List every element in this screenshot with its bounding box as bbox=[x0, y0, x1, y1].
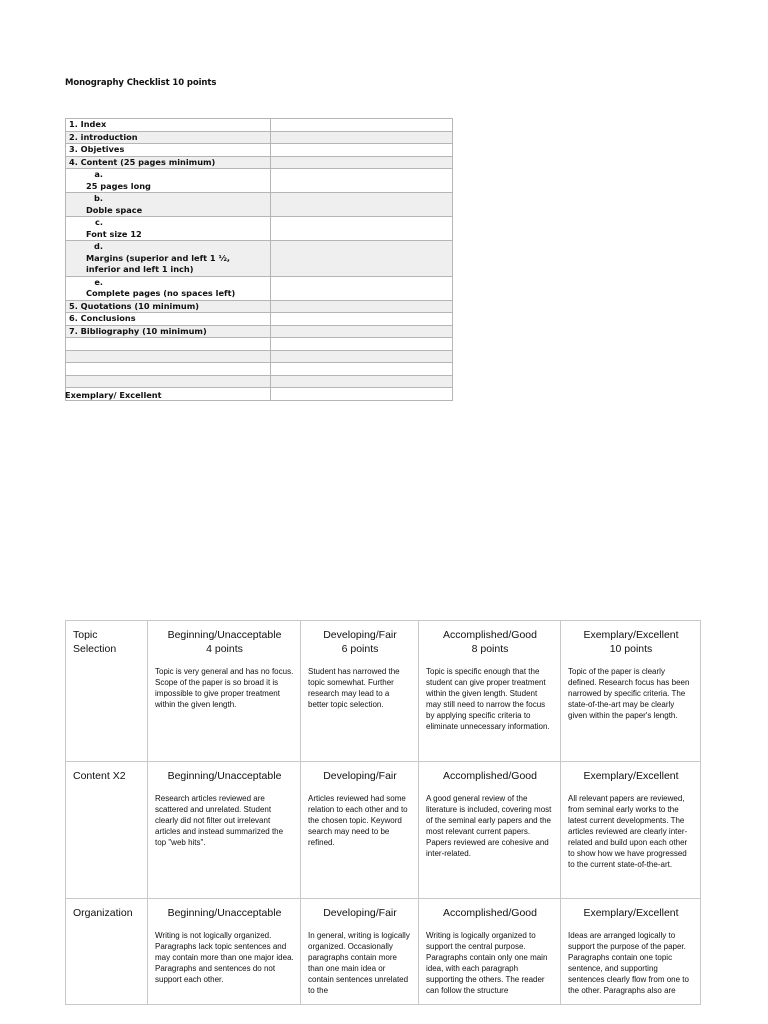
empty-cell bbox=[271, 338, 453, 351]
rubric-description: Topic is specific enough that the student can give proper treatment within the given length. Student may still need to narrow the focus by applying specific criteria to eliminate unnecessary information. bbox=[426, 667, 550, 731]
rubric-level bbox=[426, 628, 554, 656]
checklist-subitem bbox=[66, 169, 271, 193]
level-points: 4 points bbox=[206, 643, 243, 655]
checklist-table bbox=[65, 118, 453, 401]
rubric-level bbox=[308, 628, 412, 656]
checklist-score-cell bbox=[271, 193, 453, 217]
rubric-row bbox=[66, 621, 701, 762]
rubric-cell bbox=[419, 762, 561, 899]
checklist-item: 4. Content (25 pages minimum) bbox=[66, 156, 271, 169]
checklist-row bbox=[66, 300, 453, 313]
rubric-description: Topic is very general and has no focus. Scope of the paper is so broad it is impossible to give proper treatment within the given length. bbox=[155, 667, 294, 709]
rubric-level: Exemplary/Excellent bbox=[583, 907, 679, 919]
checklist-score-cell bbox=[271, 300, 453, 313]
rubric-description: Student has narrowed the topic somewhat. Further research may lead to a better topic selection. bbox=[308, 667, 400, 709]
checklist-score-cell bbox=[271, 169, 453, 193]
checklist-item: 5. Quotations (10 minimum) bbox=[66, 300, 271, 313]
checklist-score-cell bbox=[271, 156, 453, 169]
rubric-cell bbox=[561, 762, 701, 899]
rubric-description: All relevant papers are reviewed, from seminal early works to the latest current developments. The articles reviewed are clearly inter-related and build upon each other to show how we have progressed to the current state-of-the-art. bbox=[568, 794, 688, 869]
level-name: Developing/Fair bbox=[323, 629, 397, 641]
subitem-letter: a. bbox=[94, 169, 103, 179]
checklist-subitem bbox=[66, 241, 271, 277]
subitem-letter: b. bbox=[94, 193, 103, 203]
rubric-cell bbox=[301, 621, 419, 762]
rubric-level: Exemplary/Excellent bbox=[583, 770, 679, 782]
subitem-text: Font size 12 bbox=[86, 228, 142, 239]
subitem-text: Doble space bbox=[86, 204, 143, 215]
rubric-cell bbox=[301, 762, 419, 899]
rubric-cell bbox=[301, 899, 419, 1005]
rubric-level bbox=[155, 628, 294, 656]
rubric-cell bbox=[148, 762, 301, 899]
level-points: 6 points bbox=[341, 643, 379, 655]
checklist-subitem bbox=[66, 217, 271, 241]
rubric-level bbox=[568, 628, 694, 656]
rubric-description: Writing is logically organized to support the central purpose. Paragraphs contain only one main idea, with each paragraph supporting the others. The reader can follow the structure bbox=[426, 931, 548, 995]
rubric-cell bbox=[419, 899, 561, 1005]
level-points: 10 points bbox=[609, 643, 653, 655]
level-name: Exemplary/Excellent bbox=[583, 629, 679, 641]
checklist-row bbox=[66, 193, 453, 217]
checklist-row bbox=[66, 276, 453, 300]
section-label: Exemplary/ Excellent bbox=[65, 390, 162, 400]
checklist-empty-row bbox=[66, 375, 453, 388]
checklist-score-cell bbox=[271, 144, 453, 157]
subitem-text: 25 pages long bbox=[86, 180, 151, 191]
level-name: Accomplished/Good bbox=[443, 629, 537, 641]
rubric-criterion: Content X2 bbox=[66, 762, 148, 899]
rubric-criterion: Organization bbox=[66, 899, 148, 1005]
rubric-level: Developing/Fair bbox=[323, 907, 397, 919]
checklist-score-cell bbox=[271, 276, 453, 300]
subitem-letter: d. bbox=[94, 241, 103, 251]
rubric-level: Beginning/Unacceptable bbox=[167, 907, 282, 919]
rubric-description: In general, writing is logically organized. Occasionally paragraphs contain more than one main idea or contain sentences unrelated to the bbox=[308, 931, 410, 995]
rubric-row bbox=[66, 899, 701, 1005]
rubric-description: Research articles reviewed are scattered and unrelated. Student clearly did not filter out irrelevant articles and instead summarized the top "web hits". bbox=[155, 794, 284, 847]
checklist-score-cell bbox=[271, 119, 453, 132]
level-points: 8 points bbox=[471, 643, 509, 655]
checklist-item: 1. Index bbox=[66, 119, 271, 132]
rubric-level: Accomplished/Good bbox=[443, 907, 537, 919]
rubric-level: Developing/Fair bbox=[323, 770, 397, 782]
checklist-row bbox=[66, 144, 453, 157]
rubric-description: Articles reviewed had some relation to each other and to the chosen topic. Keyword search may need to be refined. bbox=[308, 794, 408, 847]
checklist-item: 7. Bibliography (10 minimum) bbox=[66, 325, 271, 338]
subitem-letter: e. bbox=[94, 276, 103, 287]
rubric-description: Ideas are arranged logically to support the purpose of the paper. Paragraphs contain one topic sentence, and supporting sentences clearly flow from one to the other. Paragraphs also are bbox=[568, 931, 689, 995]
checklist-score-cell bbox=[271, 325, 453, 338]
checklist-subitem bbox=[66, 193, 271, 217]
subitem-text: Complete pages (no spaces left) bbox=[86, 288, 236, 298]
empty-cell bbox=[66, 338, 271, 351]
empty-cell bbox=[271, 375, 453, 388]
rubric-table bbox=[65, 620, 701, 1005]
checklist-score-cell bbox=[271, 241, 453, 277]
checklist-row bbox=[66, 325, 453, 338]
document-title: Monography Checklist 10 points bbox=[65, 78, 217, 88]
checklist-score-cell bbox=[271, 131, 453, 144]
empty-cell bbox=[66, 363, 271, 376]
empty-cell bbox=[66, 375, 271, 388]
checklist-row bbox=[66, 241, 453, 277]
rubric-level: Accomplished/Good bbox=[443, 770, 537, 782]
checklist-empty-row bbox=[66, 363, 453, 376]
checklist-empty-row bbox=[66, 350, 453, 363]
empty-cell bbox=[66, 350, 271, 363]
rubric-cell bbox=[419, 621, 561, 762]
checklist-item: 2. introduction bbox=[66, 131, 271, 144]
checklist-score-cell bbox=[271, 217, 453, 241]
checklist-row bbox=[66, 169, 453, 193]
checklist-row bbox=[66, 217, 453, 241]
checklist-row bbox=[66, 313, 453, 326]
subitem-text: Margins (superior and left 1 ½, inferior and left 1 inch) bbox=[86, 252, 231, 274]
rubric-description: Topic of the paper is clearly defined. Research focus has been narrowed by specific criteria. The state-of-the-art may be clearly given within the paper's length. bbox=[568, 667, 690, 720]
checklist-item: 3. Objetives bbox=[66, 144, 271, 157]
checklist-row bbox=[66, 119, 453, 132]
checklist-row bbox=[66, 131, 453, 144]
checklist-empty-row bbox=[66, 338, 453, 351]
checklist-subitem bbox=[66, 276, 271, 300]
rubric-description: A good general review of the literature is included, covering most of the seminal early papers and the most relevant current papers. Papers reviewed are cohesive and inter-related. bbox=[426, 794, 552, 858]
rubric-cell bbox=[148, 899, 301, 1005]
empty-cell bbox=[271, 388, 453, 401]
rubric-criterion: Topic Selection bbox=[66, 621, 148, 762]
rubric-row bbox=[66, 762, 701, 899]
rubric-cell bbox=[148, 621, 301, 762]
checklist-item: 6. Conclusions bbox=[66, 313, 271, 326]
rubric-cell bbox=[561, 899, 701, 1005]
level-name: Beginning/Unacceptable bbox=[167, 629, 282, 641]
rubric-cell bbox=[561, 621, 701, 762]
empty-cell bbox=[271, 363, 453, 376]
subitem-letter: c. bbox=[95, 217, 103, 227]
checklist-score-cell bbox=[271, 313, 453, 326]
rubric-description: Writing is not logically organized. Paragraphs lack topic sentences and may contain more than one major idea. Paragraphs and sentences do not support each other. bbox=[155, 931, 294, 984]
rubric-level: Beginning/Unacceptable bbox=[167, 770, 282, 782]
checklist-row bbox=[66, 156, 453, 169]
empty-cell bbox=[271, 350, 453, 363]
